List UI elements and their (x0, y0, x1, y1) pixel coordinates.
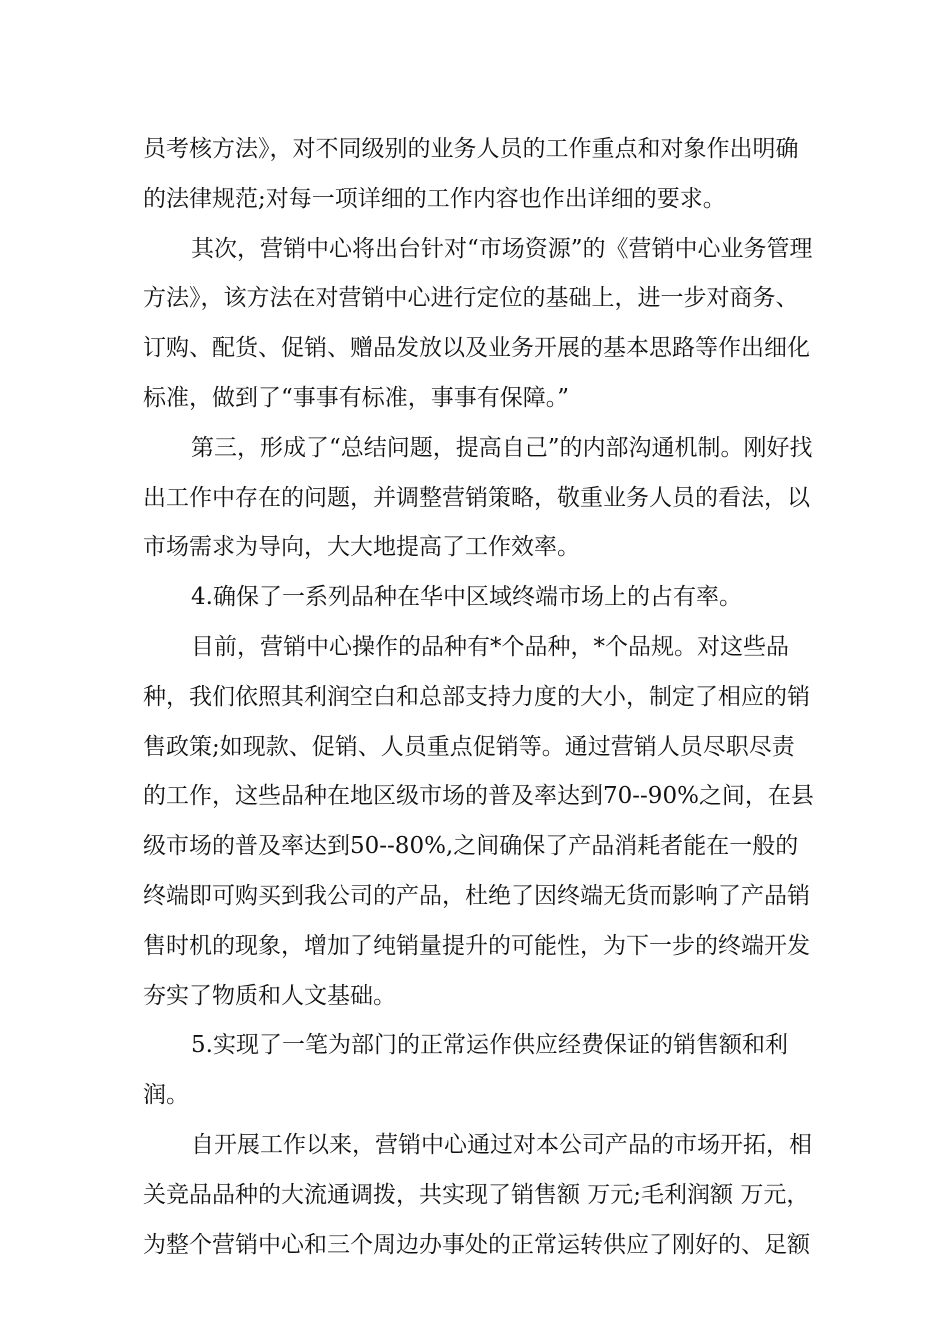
paragraph: 目前，营销中心操作的品种有*个品种，*个品规。对这些品种，我们依照其利润空白和总部支持力度的大小，制定了相应的销售政策;如现款、促销、人员重点促销等。通过营销人员尽职尽责的工作，这些品种在地区级市场的普及率达到70--90%之间，在县级市场的普及率达到50--80%,之间确保了产品消耗者能在一般的终端即可购买到我公司的产品，杜绝了因终端无货而影响了产品销售时机的现象，增加了纯销量提升的可能性，为下一步的终端开发夯实了物质和人文基础。 (143, 633, 814, 1009)
paragraph: 自开展工作以来，营销中心通过对本公司产品的市场开拓，相关竞品品种的大流通调拨，共实现了销售额 万元;毛利润额 万元，为整个营销中心和三个周边办事处的正常运转供应了刚好的、足额 (143, 1131, 812, 1258)
paragraph: 第三，形成了“总结问题，提高自己”的内部沟通机制。刚好找出工作中存在的问题，并调整营销策略，敬重业务人员的看法，以市场需求为导向，大大地提高了工作效率。 (143, 434, 813, 561)
paragraph-heading: 4.确保了一系列品种在华中区域终端市场上的占有率。 (191, 584, 742, 611)
paragraph: 其次，营销中心将出台针对“市场资源”的《营销中心业务管理方法》，该方法在对营销中心进行定位的基础上，进一步对商务、订购、配货、促销、赠品发放以及业务开展的基本思路等作出细化标准，做到了“事事有标准，事事有保障。” (143, 235, 813, 411)
paragraph-heading: 5.实现了一笔为部门的正常运作供应经费保证的销售额和利润。 (143, 1032, 788, 1109)
paragraph: 员考核方法》，对不同级别的业务人员的工作重点和对象作出明确的法律规范;对每一项详细的工作内容也作出详细的要求。 (143, 136, 799, 212)
document-body (143, 125, 815, 1270)
